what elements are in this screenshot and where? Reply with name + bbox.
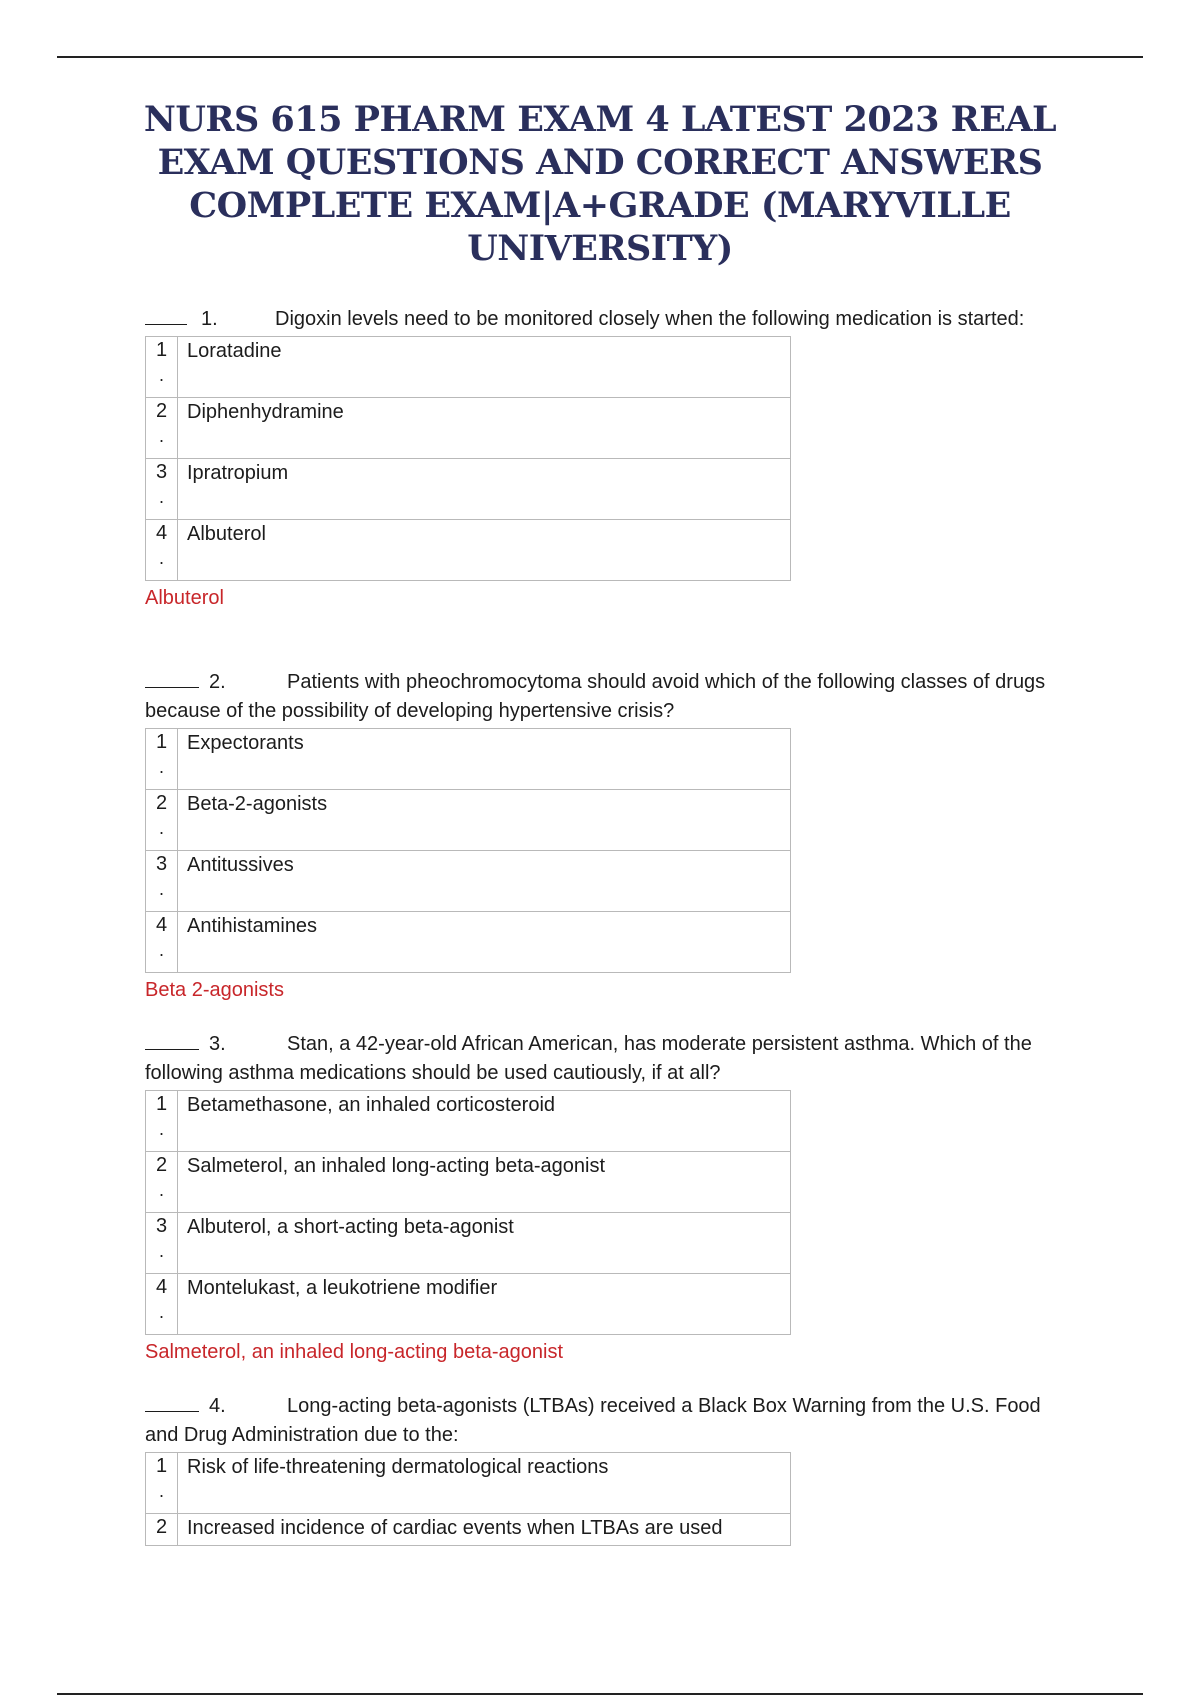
document-title: NURS 615 PHARM EXAM 4 LATEST 2023 REAL EXAM QUESTIONS AND CORRECT ANSWERS COMPLETE EXAM|A+GRADE (MARYVILLE UNIVERSITY) — [143, 99, 1057, 269]
option-text: Montelukast, a leukotriene modifier — [178, 1274, 791, 1335]
option-number: 2 — [155, 792, 168, 814]
correct-answer: Beta 2-agonists — [145, 979, 284, 1001]
option-number: 2 — [155, 1154, 168, 1176]
option-row[interactable] — [146, 1453, 791, 1514]
option-number: 4 — [155, 914, 168, 936]
option-row[interactable] — [146, 912, 791, 973]
option-row[interactable] — [146, 851, 791, 912]
option-number: 3 — [155, 853, 168, 875]
option-text: Betamethasone, an inhaled corticosteroid — [178, 1091, 791, 1152]
option-dot: . — [158, 365, 164, 385]
option-text: Antihistamines — [178, 912, 791, 973]
question-2 — [145, 667, 1075, 1004]
option-dot: . — [158, 940, 164, 960]
correct-answer: Albuterol — [145, 587, 224, 609]
options-table — [145, 728, 791, 973]
option-text: Increased incidence of cardiac events when LTBAs are used — [178, 1514, 791, 1546]
option-text: Albuterol, a short-acting beta-agonist — [178, 1213, 791, 1274]
options-table — [145, 1090, 791, 1335]
question-prompt: Patients with pheochromocytoma should avoid which of the following classes of drugs because of the possibility of developing hypertensive crisis? — [145, 671, 1046, 722]
question-1 — [145, 304, 1075, 612]
option-number-cell — [146, 790, 178, 851]
option-number-cell — [146, 398, 178, 459]
option-text: Expectorants — [178, 729, 791, 790]
option-number-cell — [146, 851, 178, 912]
options-table — [145, 1452, 791, 1546]
option-dot: . — [158, 548, 164, 568]
option-number: 1 — [155, 1455, 168, 1477]
option-row[interactable] — [146, 459, 791, 520]
option-number-cell — [146, 1274, 178, 1335]
option-text: Risk of life-threatening dermatological reactions — [178, 1453, 791, 1514]
option-dot: . — [158, 1481, 164, 1501]
option-text: Diphenhydramine — [178, 398, 791, 459]
option-row[interactable] — [146, 1152, 791, 1213]
answer-blank[interactable] — [145, 1391, 199, 1412]
option-dot: . — [158, 879, 164, 899]
option-number: 2 — [155, 400, 168, 422]
option-row[interactable] — [146, 398, 791, 459]
option-row[interactable] — [146, 790, 791, 851]
option-dot: . — [158, 757, 164, 777]
question-3-text — [145, 1029, 1075, 1088]
option-dot: . — [158, 1241, 164, 1261]
option-number-cell — [146, 459, 178, 520]
question-number: 3. — [209, 1033, 226, 1055]
answer-blank[interactable] — [145, 304, 187, 325]
option-dot: . — [158, 426, 164, 446]
option-number-cell — [146, 337, 178, 398]
option-text: Antitussives — [178, 851, 791, 912]
option-row[interactable] — [146, 1213, 791, 1274]
option-number: 1 — [155, 731, 168, 753]
question-prompt: Stan, a 42-year-old African American, has moderate persistent asthma. Which of the following asthma medications should be used cautiously, if at all? — [145, 1033, 1032, 1084]
question-4 — [145, 1391, 1075, 1546]
answer-blank[interactable] — [145, 1029, 199, 1050]
option-row[interactable] — [146, 337, 791, 398]
question-number: 2. — [209, 671, 226, 693]
option-row[interactable] — [146, 1514, 791, 1546]
question-2-text — [145, 667, 1075, 726]
answer-blank[interactable] — [145, 667, 199, 688]
option-dot: . — [158, 487, 164, 507]
bottom-rule — [57, 1693, 1143, 1695]
option-number: 2 — [155, 1516, 168, 1538]
option-number: 3 — [155, 1215, 168, 1237]
option-number-cell — [146, 729, 178, 790]
option-number-cell — [146, 1514, 178, 1546]
question-3 — [145, 1029, 1075, 1366]
option-dot: . — [158, 1180, 164, 1200]
option-number-cell — [146, 1453, 178, 1514]
option-text: Albuterol — [178, 520, 791, 581]
question-prompt: Long-acting beta-agonists (LTBAs) received a Black Box Warning from the U.S. Food and Drug Administration due to the: — [145, 1395, 1041, 1446]
option-number-cell — [146, 520, 178, 581]
question-1-text — [145, 304, 1075, 334]
option-number-cell — [146, 1213, 178, 1274]
option-number: 1 — [155, 339, 168, 361]
option-dot: . — [158, 818, 164, 838]
options-table — [145, 336, 791, 581]
top-rule — [57, 56, 1143, 58]
option-text: Beta-2-agonists — [178, 790, 791, 851]
question-number: 1. — [201, 308, 218, 330]
option-number-cell — [146, 1152, 178, 1213]
correct-answer: Salmeterol, an inhaled long-acting beta-agonist — [145, 1341, 564, 1363]
option-row[interactable] — [146, 1091, 791, 1152]
option-number-cell — [146, 1091, 178, 1152]
question-number: 4. — [209, 1395, 226, 1417]
option-row[interactable] — [146, 520, 791, 581]
option-number: 1 — [155, 1093, 168, 1115]
option-row[interactable] — [146, 1274, 791, 1335]
option-number-cell — [146, 912, 178, 973]
option-dot: . — [158, 1119, 164, 1139]
option-text: Loratadine — [178, 337, 791, 398]
question-prompt: Digoxin levels need to be monitored closely when the following medication is started: — [275, 308, 1025, 330]
option-number: 3 — [155, 461, 168, 483]
option-text: Salmeterol, an inhaled long-acting beta-agonist — [178, 1152, 791, 1213]
option-number: 4 — [155, 522, 168, 544]
option-row[interactable] — [146, 729, 791, 790]
option-number: 4 — [155, 1276, 168, 1298]
option-dot: . — [158, 1302, 164, 1322]
option-text: Ipratropium — [178, 459, 791, 520]
question-4-text — [145, 1391, 1075, 1450]
